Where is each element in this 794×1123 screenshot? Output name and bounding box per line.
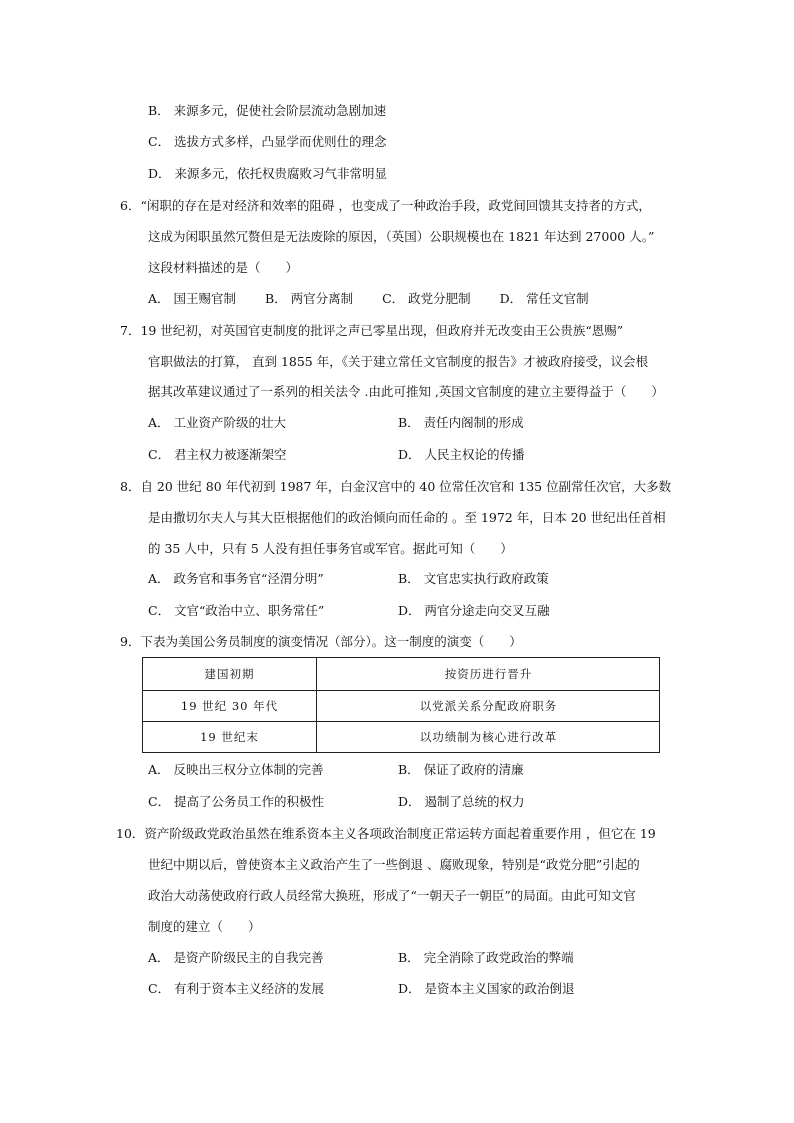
question-9-option-d: D． 遏制了总统的权力: [398, 794, 525, 809]
question-9-option-c: C． 提高了公务员工作的积极性: [148, 794, 325, 809]
table-cell-practice: 以党派关系分配政府职务: [419, 699, 558, 713]
question-10-line-2: 世纪中期以后，曾使资本主义政治产生了一些倒退 、腐败现象，特别是“政党分肥”引起的: [148, 857, 640, 872]
option-c-prev: C． 选拔方式多样，凸显学而优则仕的理念: [148, 134, 387, 149]
table-cell-period: 建国初期: [204, 667, 255, 681]
question-7-option-a: A． 工业资产阶级的壮大: [148, 415, 287, 430]
question-9-option-a: A． 反映出三权分立体制的完善: [148, 762, 324, 777]
question-10-line-3: 政治大动荡使政府行政人员经常大换班，形成了“一朝天子一朝臣”的局面。由此可知文官: [148, 888, 636, 903]
question-8-option-d: D． 两官分途走向交叉互融: [398, 603, 550, 618]
question-10-option-a: A． 是资产阶级民主的自我完善: [148, 950, 324, 965]
question-7-line-3: 据其改革建议通过了一系列的相关法令 .由此可推知 ,英国文官制度的建立主要得益于（ ）: [148, 384, 664, 399]
question-10-line-4: 制度的建立（ ）: [148, 919, 261, 934]
question-9-option-b: B． 保证了政府的清廉: [398, 762, 524, 777]
table-cell-period: 19 世纪末: [200, 730, 259, 744]
table-cell-practice: 按资历进行晋升: [444, 667, 533, 681]
question-10-option-b: B． 完全消除了政党政治的弊端: [398, 950, 574, 965]
table-cell-practice: 以功绩制为核心进行改革: [419, 730, 558, 744]
question-10-option-c: C． 有利于资本主义经济的发展: [148, 981, 325, 996]
question-8-option-b: B． 文官忠实执行政府政策: [398, 571, 549, 586]
question-6-line-3: 这段材料描述的是（ ）: [148, 260, 299, 275]
question-9-line-1: 9．下表为美国公务员制度的演变情况（部分）。这一制度的演变（ ）: [120, 634, 522, 649]
option-d-prev: D． 来源多元，依托权贵腐败习气非常明显: [148, 166, 387, 181]
question-8-line-2: 是由撒切尔夫人与其大臣根据他们的政治倾向而任命的 。至 1972 年，日本 20 世纪出任首相: [148, 510, 666, 525]
history-table: [142, 657, 660, 753]
table-cell-period: 19 世纪 30 年代: [180, 699, 279, 713]
question-7-option-b: B． 责任内阁制的形成: [398, 415, 524, 430]
question-10-line-1: 10．资产阶级政党政治虽然在维系资本主义各项政治制度正常运转方面起着重要作用 ，但它在 19: [116, 826, 656, 841]
question-7-line-1: 7．19 世纪初，对英国官吏制度的批评之声已零星出现，但政府并无改变由王公贵族“恩赐”: [120, 323, 624, 338]
question-6-line-2: 这成为闲职虽然冗赘但是无法废除的原因，（英国）公职规模也在 1821 年达到 27000 人。”: [148, 229, 655, 244]
question-6-line-1: 6．“闲职的存在是对经济和效率的阻碍 ，也变成了一种政治手段，政党间回馈其支持者的方式，: [120, 198, 651, 213]
question-8-line-3: 的 35 人中，只有 5 人没有担任事务官或军官。据此可知（ ）: [148, 541, 513, 556]
question-7-option-c: C． 君主权力被逐渐架空: [148, 447, 287, 462]
option-b-prev: B． 来源多元，促使社会阶层流动急剧加速: [148, 103, 387, 118]
question-8-option-a: A． 政务官和事务官“泾渭分明”: [148, 571, 324, 586]
question-8-option-c: C． 文官“政治中立、职务常任”: [148, 603, 325, 618]
table-row: [143, 658, 659, 690]
question-8-line-1: 8．自 20 世纪 80 年代初到 1987 年，白金汉宫中的 40 位常任次官和 135 位副常任次官，大多数: [120, 479, 672, 494]
question-6-options: A． 国王赐官制 B． 两官分离制 C． 政党分肥制 D． 常任文官制: [148, 291, 589, 306]
question-7-line-2: 官职做法的打算， 直到 1855 年，《关于建立常任文官制度的报告》才被政府接受，议会根: [148, 354, 648, 369]
table-row: [143, 690, 659, 722]
question-7-option-d: D． 人民主权论的传播: [398, 447, 525, 462]
question-10-option-d: D． 是资本主义国家的政治倒退: [398, 981, 575, 996]
table-row: [143, 721, 659, 753]
